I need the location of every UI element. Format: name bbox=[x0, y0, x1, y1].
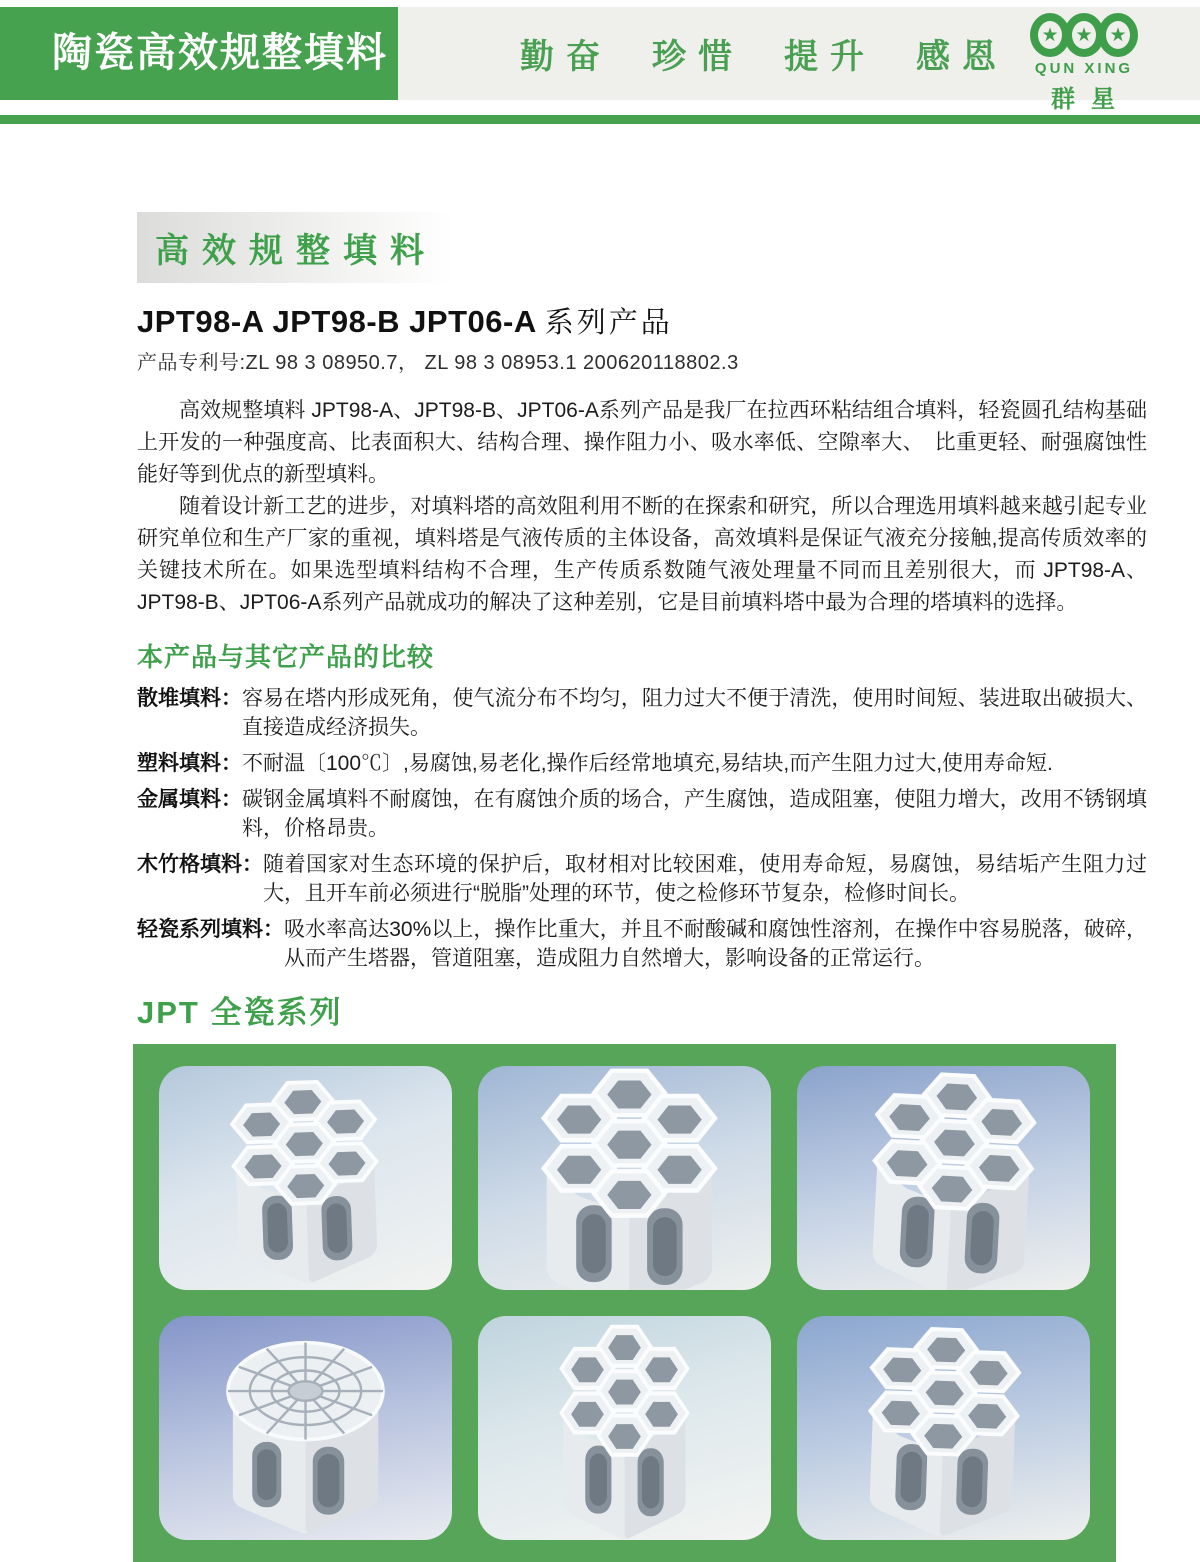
gallery-heading: JPT 全瓷系列 bbox=[137, 995, 343, 1030]
patent-line: 产品专利号:ZL 98 3 08950.7， ZL 98 3 08953.1 200620118802.3 bbox=[137, 352, 739, 374]
ring-star-icon bbox=[1098, 13, 1138, 57]
honeycomb-packing-icon bbox=[478, 1066, 771, 1290]
page-content bbox=[137, 212, 1147, 1562]
product-image-gear-wheel bbox=[159, 1316, 452, 1540]
comparison-item bbox=[137, 749, 1147, 778]
honeycomb-packing-icon bbox=[493, 1316, 757, 1540]
comparison-item-label: 木竹格填料： bbox=[137, 853, 263, 876]
product-series-suffix: 系列产品 bbox=[544, 307, 673, 339]
intro-paragraph-1: 高效规整填料 JPT98-A、JPT98-B、JPT06-A系列产品是我厂在拉西环粘结组合填料，轻瓷圆孔结构基础上开发的一种强度高、比表面积大、结构合理、操作阻力小、吸水率低、空隙率大、 比重更轻、耐强腐蚀性能好等到优点的新型填料。 bbox=[137, 399, 1147, 486]
comparison-item-label: 塑料填料： bbox=[137, 752, 242, 775]
comparison-item bbox=[137, 684, 1147, 742]
section-title-box bbox=[137, 212, 455, 283]
comparison-heading: 本产品与其它产品的比较 bbox=[137, 642, 435, 672]
section-title: 高效规整填料 bbox=[155, 232, 437, 270]
comparison-item bbox=[137, 785, 1147, 843]
comparison-item-text: 不耐温〔100℃〕,易腐蚀,易老化,操作后经常地填充,易结块,而产生阻力过大,使用寿命短. bbox=[242, 752, 1053, 775]
comparison-item-text: 吸水率高达30%以上，操作比重大，并且不耐酸碱和腐蚀性溶剂，在操作中容易脱落，破碎，从而产生塔器，管道阻塞，造成阻力自然增大，影响设备的正常运行。 bbox=[284, 918, 1147, 970]
logo-cjk-name: 群星 bbox=[1051, 87, 1131, 113]
honeycomb-packing-icon bbox=[159, 1066, 452, 1290]
intro-paragraph-2: 随着设计新工艺的进步，对填料塔的高效阻利用不断的在探索和研究，所以合理选用填料越来越引起专业研究单位和生产厂家的重视，填料塔是气液传质的主体设备，高效填料是保证气液充分接触,提高传质效率的关键技术所在。如果选型填料结构不合理，生产传质系数随气液处理量不同而且差别很大，而 JPT98-A、JPT98-B、JPT06-A系列产品就成功的解决了这种差别，它是目前填料塔中最为合理的塔填料的选择。 bbox=[137, 495, 1147, 614]
slogan-word: 提升 bbox=[784, 39, 876, 76]
header-slogan-bar bbox=[398, 7, 1200, 113]
comparison-item-text: 碳钢金属填料不耐腐蚀，在有腐蚀介质的场合，产生腐蚀，造成阻塞，使阻力增大，改用不锈钢填料，价格昂贵。 bbox=[242, 788, 1147, 840]
honeycomb-packing-icon bbox=[797, 1316, 1090, 1540]
slogan-word: 珍惜 bbox=[652, 39, 744, 76]
comparison-item-label: 轻瓷系列填料： bbox=[137, 918, 284, 941]
product-image-honeycomb-7-cell bbox=[159, 1066, 452, 1290]
slogan-word: 勤奋 bbox=[520, 39, 612, 76]
honeycomb-packing-icon bbox=[797, 1066, 1090, 1290]
comparison-item-label: 金属填料： bbox=[137, 788, 242, 811]
banner-title: 陶瓷高效规整填料 bbox=[0, 7, 398, 100]
star-icon: ★ bbox=[1109, 24, 1127, 46]
product-image-ribbed-honeycomb bbox=[797, 1316, 1090, 1540]
comparison-item-text: 容易在塔内形成死角，使气流分布不均匀，阻力过大不便于清洗，使用时间短、装进取出破损大、直接造成经济损失。 bbox=[242, 687, 1147, 739]
star-icon: ★ bbox=[1075, 24, 1093, 46]
slogan-word: 感恩 bbox=[916, 39, 1008, 76]
gear-wheel-packing-icon bbox=[159, 1316, 452, 1540]
product-series-codes: JPT98-A JPT98-B JPT06-A bbox=[137, 304, 537, 339]
product-image-honeycomb-side-view bbox=[797, 1066, 1090, 1290]
comparison-item bbox=[137, 850, 1147, 908]
slogan bbox=[520, 29, 1008, 78]
logo-latin-name: QUN XING bbox=[1034, 60, 1134, 77]
three-rings-star-icon bbox=[1026, 13, 1142, 57]
product-gallery-panel bbox=[133, 1044, 1116, 1562]
star-icon: ★ bbox=[1041, 24, 1059, 46]
comparison-list bbox=[137, 684, 1147, 973]
product-image-honeycomb-mixed-cells bbox=[478, 1066, 771, 1290]
comparison-item-text: 随着国家对生态环境的保护后，取材相对比较困难，使用寿命短，易腐蚀，易结垢产生阻力过大，且开车前必须进行“脱脂”处理的环节，使之检修环节复杂，检修时间长。 bbox=[263, 853, 1147, 905]
comparison-item bbox=[137, 915, 1147, 973]
green-divider bbox=[0, 115, 1200, 124]
product-image-honeycomb-tall bbox=[478, 1316, 771, 1540]
product-series-title bbox=[137, 300, 1147, 341]
comparison-item-label: 散堆填料： bbox=[137, 687, 242, 710]
company-logo bbox=[1026, 13, 1142, 114]
page-header bbox=[0, 7, 1200, 113]
